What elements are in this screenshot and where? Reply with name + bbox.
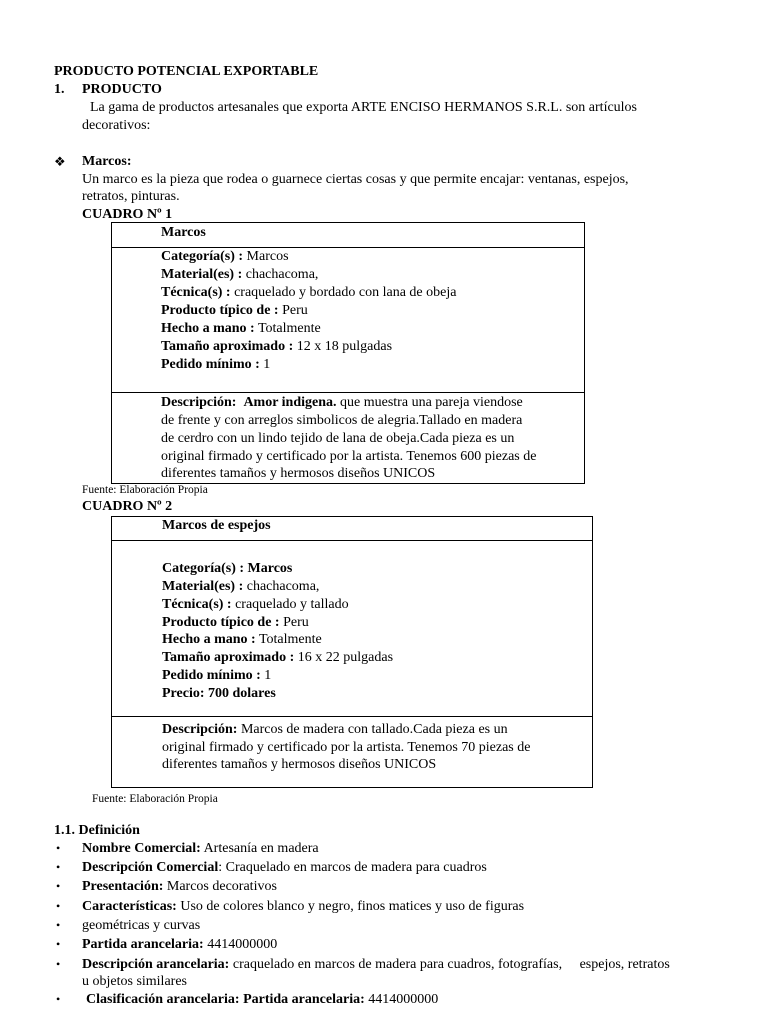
bullet-icon: • (56, 937, 61, 951)
definicion-item: Presentación: Marcos decorativos (82, 879, 277, 894)
cuadro-1-material: Material(es) : chachacoma, (161, 267, 319, 282)
cuadro-2-categoria: Categoría(s) : Marcos (162, 561, 293, 576)
section-title: PRODUCTO (82, 82, 162, 97)
cuadro-1-label: CUADRO Nº 1 (82, 207, 173, 222)
marcos-title: Marcos: (82, 154, 132, 169)
definicion-item: Clasificación arancelaria: Partida arancelaria: 4414000000 (86, 992, 439, 1007)
cuadro-1-tamano: Tamaño aproximado : 12 x 18 pulgadas (161, 339, 393, 354)
definicion-title: 1.1. Definición (54, 823, 140, 838)
definicion-item: Partida arancelaria: 4414000000 (82, 937, 278, 952)
cuadro-2-precio: Precio: 700 dolares (162, 686, 276, 701)
definicion-item: Descripción arancelaria: craquelado en marcos de madera para cuadros, fotografías, espejos, retratos (82, 957, 670, 972)
cuadro-2-fuente: Fuente: Elaboración Propia (92, 793, 218, 805)
cuadro-2-material: Material(es) : chachacoma, (162, 579, 320, 594)
cuadro-1-desc-line-1: Descripción: Amor indigena. que muestra una pareja viendose (161, 395, 523, 410)
document-title: PRODUCTO POTENCIAL EXPORTABLE (54, 64, 319, 79)
cuadro-1-hecho: Hecho a mano : Totalmente (161, 321, 321, 336)
cuadro-2-hecho: Hecho a mano : Totalmente (162, 632, 322, 647)
cuadro-2-tecnica: Técnica(s) : craquelado y tallado (162, 597, 349, 612)
cuadro-2-header: Marcos de espejos (162, 518, 271, 533)
cuadro-1-divider-2 (111, 392, 585, 393)
bullet-icon: • (56, 899, 61, 913)
cuadro-2-desc-line-2: original firmado y certificado por la artista. Tenemos 70 piezas de (162, 740, 531, 755)
diamond-bullet-icon: ❖ (54, 154, 66, 169)
bullet-icon: • (56, 841, 61, 855)
section-number: 1. (54, 82, 65, 97)
cuadro-1-pedido: Pedido mínimo : 1 (161, 357, 271, 372)
cuadro-1-desc-line-5: diferentes tamaños y hermosos diseños UNICOS (161, 466, 436, 481)
bullet-icon: • (56, 879, 61, 893)
cuadro-2-tipico: Producto típico de : Peru (162, 615, 309, 630)
intro-line-2: decorativos: (82, 118, 151, 133)
cuadro-1-categoria: Categoría(s) : Marcos (161, 249, 289, 264)
cuadro-1-desc-line-2: de frente y con arreglos simbolicos de alegria.Tallado en madera (161, 413, 523, 428)
cuadro-1-desc-line-3: de cerdro con un lindo tejido de lana de obeja.Cada pieza es un (161, 431, 515, 446)
definicion-item: Nombre Comercial: Artesanía en madera (82, 841, 319, 856)
cuadro-2-desc-line-1: Descripción: Marcos de madera con tallado.Cada pieza es un (162, 722, 508, 737)
bullet-icon: • (56, 860, 61, 874)
intro-line-1: La gama de productos artesanales que exporta ARTE ENCISO HERMANOS S.R.L. son artículos (90, 100, 638, 115)
cuadro-2-desc-line-3: diferentes tamaños y hermosos diseños UNICOS (162, 757, 437, 772)
definicion-item-continued: geométricas y curvas (82, 918, 201, 933)
marcos-desc-line-2: retratos, pinturas. (82, 189, 180, 204)
bullet-icon: • (56, 992, 61, 1006)
cuadro-1-fuente: Fuente: Elaboración Propia (82, 484, 208, 496)
cuadro-2-label: CUADRO Nº 2 (82, 499, 173, 514)
cuadro-2-pedido: Pedido mínimo : 1 (162, 668, 272, 683)
marcos-desc-line-1: Un marco es la pieza que rodea o guarnece ciertas cosas y que permite encajar: ventanas, espejos, (82, 172, 629, 187)
cuadro-2-tamano: Tamaño aproximado : 16 x 22 pulgadas (162, 650, 394, 665)
definicion-item-continued: u objetos similares (82, 974, 187, 989)
cuadro-1-desc-line-4: original firmado y certificado por la artista. Tenemos 600 piezas de (161, 449, 537, 464)
cuadro-2-divider-2 (111, 716, 593, 717)
bullet-icon: • (56, 918, 61, 932)
cuadro-1-tecnica: Técnica(s) : craquelado y bordado con lana de obeja (161, 285, 457, 300)
cuadro-2-divider-1 (111, 540, 593, 541)
bullet-icon: • (56, 957, 61, 971)
definicion-item: Características: Uso de colores blanco y negro, finos matices y uso de figuras (82, 899, 525, 914)
definicion-item: Descripción Comercial: Craquelado en marcos de madera para cuadros (82, 860, 487, 875)
cuadro-1-tipico: Producto típico de : Peru (161, 303, 308, 318)
cuadro-1-header: Marcos (161, 225, 206, 240)
